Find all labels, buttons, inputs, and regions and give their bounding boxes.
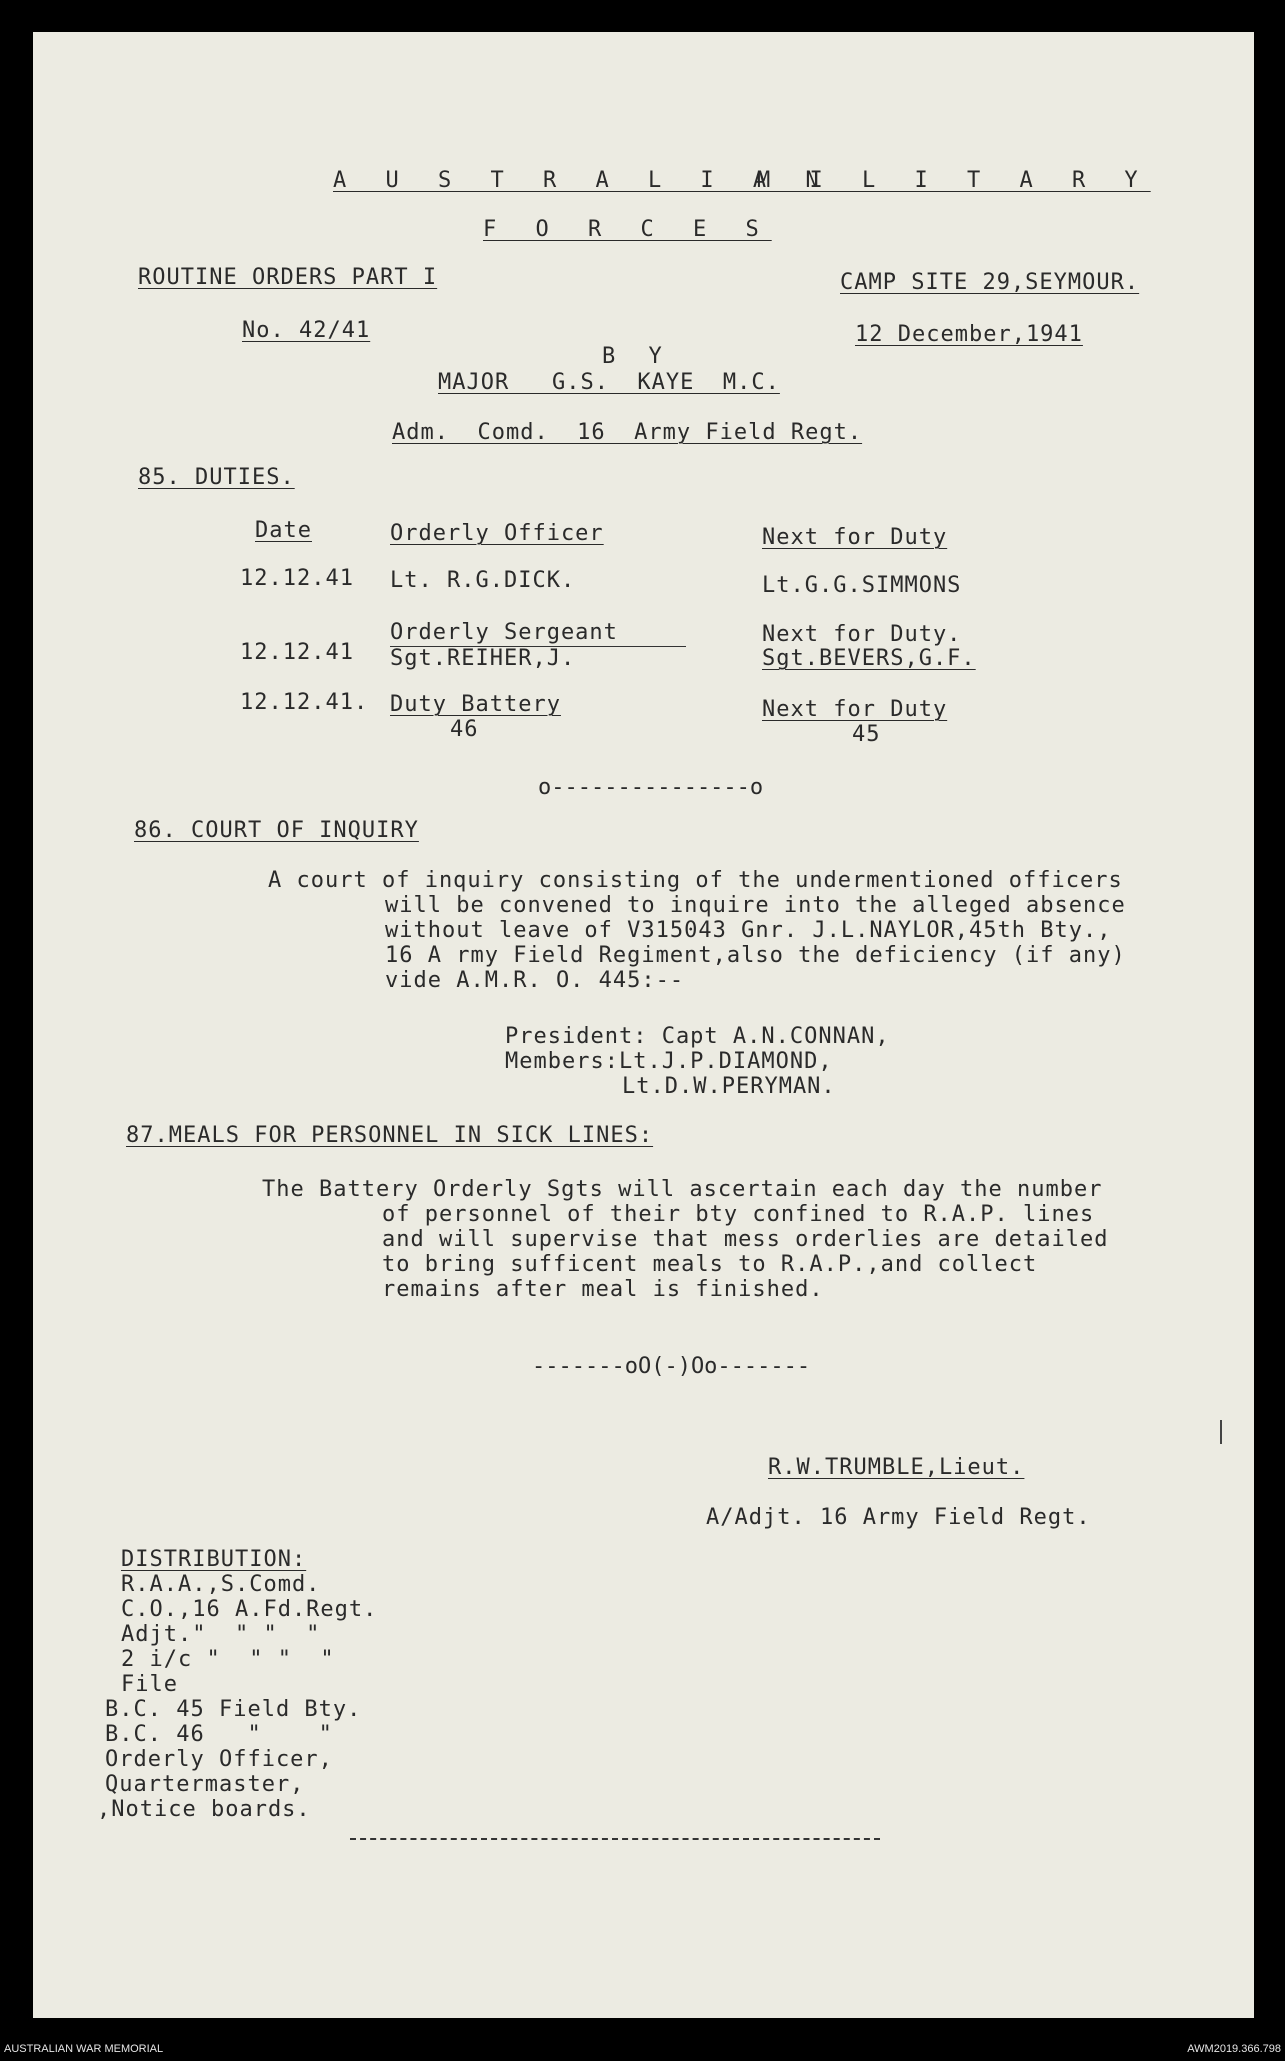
- distribution-item: Orderly Officer,: [105, 1747, 333, 1772]
- distribution-item: C.O.,16 A.Fd.Regt.: [121, 1597, 378, 1622]
- distribution-item: File: [121, 1672, 178, 1697]
- separator-85: o---------------o: [538, 775, 764, 800]
- next-battery: 45: [852, 722, 881, 747]
- section-87-title: 87.MEALS FOR PERSONNEL IN SICK LINES:: [126, 1123, 654, 1148]
- duty-row-next: Lt.G.G.SIMMONS: [762, 573, 962, 598]
- distribution-title: DISTRIBUTION:: [121, 1547, 307, 1572]
- next-sergeant-name: Sgt.BEVERS,G.F.: [762, 646, 976, 671]
- separator-87: -------oO(-)Oo-------: [532, 1354, 811, 1379]
- footer-accession: AWM2019.366.798: [1187, 2043, 1281, 2055]
- meals-line-1: The Battery Orderly Sgts will ascertain each day the number: [262, 1177, 1103, 1202]
- inquiry-line-4: 16 A rmy Field Regiment,also the deficiency (if any): [385, 943, 1126, 968]
- duty-row-officer: Lt. R.G.DICK.: [390, 568, 576, 593]
- routine-orders-label: ROUTINE ORDERS PART I: [138, 265, 438, 290]
- inquiry-line-1: A court of inquiry consisting of the undermentioned officers: [268, 868, 1123, 893]
- duty-row-date: 12.12.41.: [240, 690, 369, 715]
- distribution-item: R.A.A.,S.Comd.: [121, 1572, 321, 1597]
- footer-credit: AUSTRALIAN WAR MEMORIAL: [4, 2043, 164, 2055]
- distribution-item: Quartermaster,: [105, 1772, 305, 1797]
- camp-site: CAMP SITE 29,SEYMOUR.: [840, 270, 1140, 295]
- inquiry-line-2: will be convened to inquire into the alleged absence: [385, 893, 1126, 918]
- section-85-title: 85. DUTIES.: [138, 465, 295, 490]
- by-label: B Y: [602, 344, 672, 369]
- order-number: No. 42/41: [242, 318, 371, 343]
- battery-heading: Duty Battery: [390, 692, 561, 717]
- distribution-item: B.C. 46 " ": [105, 1722, 333, 1747]
- meals-line-3: and will supervise that mess orderlies are detailed: [382, 1227, 1109, 1252]
- duty-row-date: 12.12.41: [240, 566, 354, 591]
- inquiry-president: President: Capt A.N.CONNAN,: [505, 1024, 890, 1049]
- col-date: Date: [255, 518, 312, 543]
- meals-line-4: to bring sufficent meals to R.A.P.,and collect: [382, 1252, 1038, 1277]
- next-battery-heading: Next for Duty: [762, 697, 948, 722]
- meals-line-2: of personnel of their bty confined to R.A.P. lines: [382, 1202, 1095, 1227]
- inquiry-members: Members:Lt.J.P.DIAMOND,: [505, 1049, 833, 1074]
- command-line: Adm. Comd. 16 Army Field Regt.: [392, 420, 863, 445]
- header-forces: F O R C E S: [483, 217, 772, 242]
- signature-title: A/Adjt. 16 Army Field Regt.: [706, 1505, 1091, 1530]
- distribution-item: Adjt." " " ": [121, 1622, 321, 1647]
- duty-row-date: 12.12.41: [240, 640, 354, 665]
- col-next-for-duty: Next for Duty: [762, 525, 948, 550]
- distribution-item: ,Notice boards.: [97, 1797, 311, 1822]
- margin-mark: [1220, 1420, 1222, 1444]
- meals-line-5: remains after meal is finished.: [382, 1277, 824, 1302]
- closing-rule: [350, 1838, 880, 1840]
- header-australian: A U S T R A L I A N: [333, 168, 832, 193]
- signature-name: R.W.TRUMBLE,Lieut.: [768, 1455, 1025, 1480]
- distribution-item: 2 i/c " " " ": [121, 1647, 335, 1672]
- inquiry-line-5: vide A.M.R. O. 445:--: [385, 968, 685, 993]
- distribution-item: B.C. 45 Field Bty.: [105, 1697, 362, 1722]
- sergeant-name: Sgt.REIHER,J.: [390, 646, 576, 671]
- next-sergeant-heading: Next for Duty.: [762, 622, 962, 647]
- header-military: M I L I T A R Y: [757, 168, 1151, 193]
- section-86-title: 86. COURT OF INQUIRY: [134, 818, 419, 843]
- sergeant-heading: Orderly Sergeant: [390, 620, 618, 645]
- order-date: 12 December,1941: [855, 322, 1083, 347]
- issuing-officer: MAJOR G.S. KAYE M.C.: [438, 370, 780, 395]
- duty-battery: 46: [450, 717, 479, 742]
- col-orderly-officer: Orderly Officer: [390, 521, 604, 546]
- inquiry-line-3: without leave of V315043 Gnr. J.L.NAYLOR,45th Bty.,: [385, 918, 1112, 943]
- inquiry-member-2: Lt.D.W.PERYMAN.: [622, 1074, 836, 1099]
